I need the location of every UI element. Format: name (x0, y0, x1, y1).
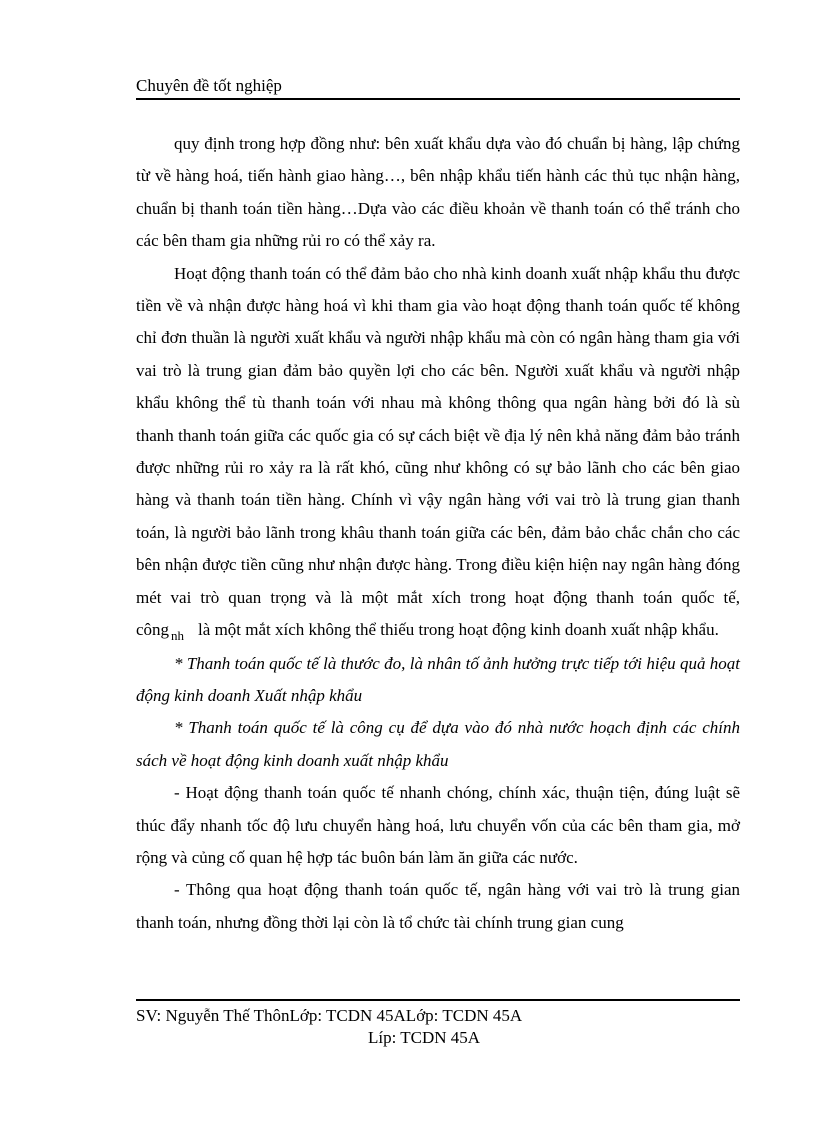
document-body (136, 128, 740, 939)
footer-divider (136, 999, 740, 1001)
paragraph-2 (136, 258, 740, 648)
paragraph-4: * Thanh toán quốc tế là công cụ để dựa vào đó nhà nước hoạch định các chính sách về hoạt động kinh doanh xuất nhập khẩu (136, 718, 740, 770)
footer-student-line: SV: Nguyễn Thế ThônLớp: TCDN 45ALớp: TCDN 45A (136, 1006, 523, 1025)
paragraph-2-text: Hoạt động thanh toán có thể đảm bảo cho nhà kinh doanh xuất nhập khẩu thu được tiền về và nhận được hàng hoá vì khi tham gia vào hoạt động thanh toán quốc tế không chỉ đơn thuần là người xuất khẩu và người nhập khẩu mà còn có ngân hàng tham gia với vai trò là trung gian đảm bảo quyền lợi cho các bên. Người xuất khẩu và người nhập khẩu không thể tù thanh toán với nhau mà không thông qua ngân hàng bởi đó là sù thanh thanh toán giữa các quốc gia có sự cách biệt về địa lý nên khả năng đảm bảo tránh được những rủi ro xảy ra là rất khó, cũng như không có sự bảo lãnh cho các bên giao hàng và thanh toán tiền hàng. Chính vì vậy ngân hàng với vai trò là trung gian thanh toán, là người bảo lãnh trong khâu thanh toán giữa các bên, đảm bảo chắc chắn cho các bên nhận được tiền cũng như nhận được hàng. Trong điều kiện hiện nay ngân hàng đóng mét vai trò quan trọng và là một mắt xích trong hoạt động thanh toán quốc tế, công (136, 263, 740, 640)
paragraph-1: quy định trong hợp đồng như: bên xuất khẩu dựa vào đó chuẩn bị hàng, lập chứng từ về hàng hoá, tiến hành giao hàng…, bên nhập khẩu tiến hành các thủ tục nhận hàng, chuẩn bị thanh toán tiền hàng…Dựa vào các điều khoản về thanh toán có thể tránh cho các bên tham gia những rủi ro có thể xảy ra. (136, 134, 740, 251)
paragraph-2-fragment: nh (171, 628, 185, 644)
header-divider (136, 98, 740, 100)
paragraph-6: - Thông qua hoạt động thanh toán quốc tế, ngân hàng với vai trò là trung gian thanh toán, nhưng đồng thời lại còn là tổ chức tài chính trung gian cung (136, 880, 740, 932)
footer-class-line: Líp: TCDN 45A (368, 1028, 481, 1047)
paragraph-5: - Hoạt động thanh toán quốc tế nhanh chóng, chính xác, thuận tiện, đúng luật sẽ thúc đẩy nhanh tốc độ lưu chuyển hàng hoá, lưu chuyển vốn của các bên tham gia, mở rộng và củng cố quan hệ hợp tác buôn bán làm ăn giữa các nước. (136, 783, 740, 867)
paragraph-3: * Thanh toán quốc tế là thước đo, là nhân tố ảnh hưởng trực tiếp tới hiệu quả hoạt động kinh doanh Xuất nhập khẩu (136, 653, 740, 705)
paragraph-2-tail: là một mắt xích không thể thiếu trong hoạt động kinh doanh xuất nhập khẩu. (198, 620, 719, 640)
page-header-title: Chuyên đề tốt nghiệp (136, 76, 282, 95)
